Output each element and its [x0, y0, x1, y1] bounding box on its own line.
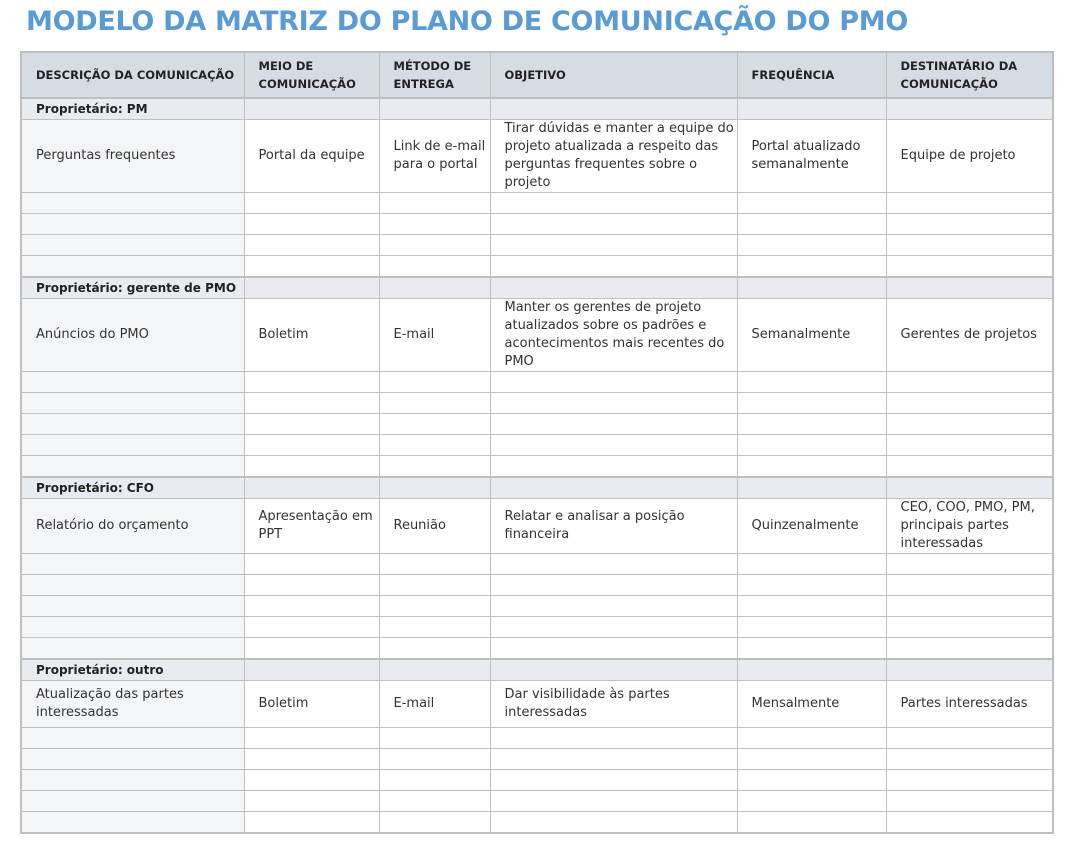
empty-cell[interactable]: [379, 414, 490, 435]
empty-row: [21, 256, 1053, 278]
empty-row: [21, 393, 1053, 414]
empty-cell[interactable]: [737, 393, 886, 414]
empty-cell[interactable]: [886, 728, 1053, 749]
empty-cell[interactable]: [490, 638, 737, 660]
empty-cell[interactable]: [490, 414, 737, 435]
column-header-descricao: DESCRIÇÃO DA COMUNICAÇÃO: [21, 52, 244, 98]
empty-cell[interactable]: [737, 554, 886, 575]
section-header-cell: [490, 98, 737, 120]
cell-descricao[interactable]: Atualização das partes interessadas: [21, 681, 244, 728]
section-header-cell: [886, 477, 1053, 499]
empty-cell[interactable]: [244, 617, 379, 638]
section-header-row: [21, 98, 1053, 120]
cell-metodo[interactable]: E-mail: [379, 681, 490, 728]
empty-cell[interactable]: [490, 770, 737, 791]
empty-cell[interactable]: [886, 372, 1053, 393]
empty-cell[interactable]: [737, 214, 886, 235]
empty-cell[interactable]: [490, 791, 737, 812]
section-header-cell: [379, 477, 490, 499]
cell-destinatario[interactable]: CEO, COO, PMO, PM, principais partes interessadas: [886, 499, 1053, 554]
cell-meio[interactable]: Portal da equipe: [244, 120, 379, 193]
empty-cell[interactable]: [379, 791, 490, 812]
cell-meio[interactable]: Boletim: [244, 299, 379, 372]
empty-cell[interactable]: [886, 214, 1053, 235]
cell-objetivo[interactable]: Manter os gerentes de projeto atualizados sobre os padrões e acontecimentos mais recentes do PMO: [490, 299, 737, 372]
empty-cell[interactable]: [490, 435, 737, 456]
empty-cell[interactable]: [886, 435, 1053, 456]
empty-row: [21, 235, 1053, 256]
column-header-objetivo: OBJETIVO: [490, 52, 737, 98]
empty-cell[interactable]: [21, 791, 244, 812]
empty-cell[interactable]: [737, 638, 886, 660]
section-header-cell: [379, 659, 490, 681]
empty-cell[interactable]: [244, 256, 379, 278]
empty-cell[interactable]: [21, 414, 244, 435]
section-owner-label: Proprietário: CFO: [21, 477, 244, 499]
empty-cell[interactable]: [244, 575, 379, 596]
section-header-row: [21, 277, 1053, 299]
section-header-cell: [490, 277, 737, 299]
empty-cell[interactable]: [379, 393, 490, 414]
empty-cell[interactable]: [737, 812, 886, 834]
column-header-metodo: MÉTODO DE ENTREGA: [379, 52, 490, 98]
section-header-cell: [737, 98, 886, 120]
empty-cell[interactable]: [379, 638, 490, 660]
empty-row: [21, 575, 1053, 596]
empty-cell[interactable]: [886, 770, 1053, 791]
empty-cell[interactable]: [737, 575, 886, 596]
cell-frequencia[interactable]: Quinzenalmente: [737, 499, 886, 554]
empty-cell[interactable]: [21, 638, 244, 660]
empty-cell[interactable]: [737, 193, 886, 214]
empty-row: [21, 749, 1053, 770]
empty-cell[interactable]: [379, 372, 490, 393]
empty-cell[interactable]: [379, 256, 490, 278]
section-owner-label: Proprietário: gerente de PMO: [21, 277, 244, 299]
table-row: [21, 120, 1053, 193]
empty-cell[interactable]: [490, 617, 737, 638]
empty-cell[interactable]: [379, 617, 490, 638]
empty-cell[interactable]: [244, 812, 379, 834]
empty-cell[interactable]: [737, 435, 886, 456]
empty-cell[interactable]: [737, 791, 886, 812]
section-header-cell: [886, 659, 1053, 681]
empty-cell[interactable]: [244, 596, 379, 617]
empty-row: [21, 638, 1053, 660]
cell-destinatario[interactable]: Partes interessadas: [886, 681, 1053, 728]
section-header-cell: [244, 659, 379, 681]
empty-cell[interactable]: [244, 749, 379, 770]
empty-cell[interactable]: [886, 393, 1053, 414]
empty-row: [21, 812, 1053, 834]
empty-cell[interactable]: [21, 393, 244, 414]
cell-metodo[interactable]: Link de e-mail para o portal: [379, 120, 490, 193]
section-header-row: [21, 477, 1053, 499]
empty-cell[interactable]: [21, 214, 244, 235]
empty-cell[interactable]: [21, 728, 244, 749]
table-row: [21, 681, 1053, 728]
empty-cell[interactable]: [379, 596, 490, 617]
empty-cell[interactable]: [490, 235, 737, 256]
empty-row: [21, 435, 1053, 456]
empty-row: [21, 728, 1053, 749]
column-header-destinatario: DESTINATÁRIO DA COMUNICAÇÃO: [886, 52, 1053, 98]
section-header-row: [21, 659, 1053, 681]
empty-cell[interactable]: [737, 414, 886, 435]
empty-cell[interactable]: [244, 193, 379, 214]
empty-cell[interactable]: [244, 214, 379, 235]
empty-cell[interactable]: [886, 617, 1053, 638]
section-owner-label: Proprietário: PM: [21, 98, 244, 120]
empty-cell[interactable]: [886, 749, 1053, 770]
empty-cell[interactable]: [886, 596, 1053, 617]
empty-cell[interactable]: [244, 728, 379, 749]
cell-metodo[interactable]: Reunião: [379, 499, 490, 554]
empty-cell[interactable]: [490, 372, 737, 393]
cell-metodo[interactable]: E-mail: [379, 299, 490, 372]
section-header-cell: [490, 477, 737, 499]
empty-row: [21, 770, 1053, 791]
table-row: [21, 499, 1053, 554]
empty-cell[interactable]: [490, 456, 737, 478]
section-header-cell: [737, 659, 886, 681]
empty-cell[interactable]: [737, 256, 886, 278]
section-header-cell: [244, 98, 379, 120]
empty-cell[interactable]: [21, 435, 244, 456]
empty-cell[interactable]: [886, 791, 1053, 812]
empty-cell[interactable]: [379, 435, 490, 456]
empty-cell[interactable]: [886, 554, 1053, 575]
empty-cell[interactable]: [244, 770, 379, 791]
section-header-cell: [379, 277, 490, 299]
cell-frequencia[interactable]: Mensalmente: [737, 681, 886, 728]
cell-objetivo[interactable]: Tirar dúvidas e manter a equipe do projeto atualizada a respeito das perguntas frequentes sobre o projeto: [490, 120, 737, 193]
column-header-frequencia: FREQUÊNCIA: [737, 52, 886, 98]
cell-descricao[interactable]: Anúncios do PMO: [21, 299, 244, 372]
empty-cell[interactable]: [379, 235, 490, 256]
page-title: MODELO DA MATRIZ DO PLANO DE COMUNICAÇÃO DO PMO: [26, 6, 908, 37]
section-header-cell: [886, 98, 1053, 120]
empty-row: [21, 554, 1053, 575]
empty-row: [21, 414, 1053, 435]
cell-destinatario[interactable]: Equipe de projeto: [886, 120, 1053, 193]
empty-cell[interactable]: [21, 575, 244, 596]
empty-cell[interactable]: [737, 596, 886, 617]
empty-cell[interactable]: [490, 193, 737, 214]
empty-cell[interactable]: [379, 812, 490, 834]
empty-cell[interactable]: [490, 812, 737, 834]
column-header-meio: MEIO DE COMUNICAÇÃO: [244, 52, 379, 98]
empty-cell[interactable]: [21, 256, 244, 278]
empty-cell[interactable]: [244, 638, 379, 660]
cell-meio[interactable]: Apresentação em PPT: [244, 499, 379, 554]
empty-row: [21, 214, 1053, 235]
cell-objetivo[interactable]: Dar visibilidade às partes interessadas: [490, 681, 737, 728]
empty-cell[interactable]: [379, 749, 490, 770]
cell-frequencia[interactable]: Semanalmente: [737, 299, 886, 372]
section-header-cell: [244, 277, 379, 299]
empty-cell[interactable]: [244, 435, 379, 456]
empty-cell[interactable]: [21, 372, 244, 393]
empty-cell[interactable]: [490, 393, 737, 414]
empty-cell[interactable]: [737, 456, 886, 478]
empty-cell[interactable]: [244, 372, 379, 393]
empty-cell[interactable]: [21, 456, 244, 478]
empty-cell[interactable]: [886, 812, 1053, 834]
empty-cell[interactable]: [21, 554, 244, 575]
empty-cell[interactable]: [244, 393, 379, 414]
empty-cell[interactable]: [244, 554, 379, 575]
section-header-cell: [737, 277, 886, 299]
empty-cell[interactable]: [21, 235, 244, 256]
empty-cell[interactable]: [737, 235, 886, 256]
section-header-cell: [737, 477, 886, 499]
empty-cell[interactable]: [379, 456, 490, 478]
empty-row: [21, 193, 1053, 214]
empty-cell[interactable]: [21, 193, 244, 214]
table-row: [21, 299, 1053, 372]
section-header-cell: [379, 98, 490, 120]
section-header-cell: [886, 277, 1053, 299]
empty-cell[interactable]: [886, 456, 1053, 478]
section-header-cell: [490, 659, 737, 681]
empty-cell[interactable]: [886, 575, 1053, 596]
empty-cell[interactable]: [244, 456, 379, 478]
section-owner-label: Proprietário: outro: [21, 659, 244, 681]
header-row: [21, 52, 1053, 98]
cell-objetivo[interactable]: Relatar e analisar a posição financeira: [490, 499, 737, 554]
empty-cell[interactable]: [379, 554, 490, 575]
empty-cell[interactable]: [737, 770, 886, 791]
empty-row: [21, 791, 1053, 812]
cell-descricao[interactable]: Perguntas frequentes: [21, 120, 244, 193]
empty-cell[interactable]: [737, 372, 886, 393]
empty-row: [21, 617, 1053, 638]
empty-cell[interactable]: [379, 214, 490, 235]
empty-cell[interactable]: [490, 575, 737, 596]
communication-matrix-table: [20, 51, 1054, 834]
empty-cell[interactable]: [886, 414, 1053, 435]
empty-cell[interactable]: [21, 749, 244, 770]
section-header-cell: [244, 477, 379, 499]
empty-cell[interactable]: [379, 728, 490, 749]
empty-row: [21, 372, 1053, 393]
empty-cell[interactable]: [379, 575, 490, 596]
empty-cell[interactable]: [490, 749, 737, 770]
empty-cell[interactable]: [244, 235, 379, 256]
empty-cell[interactable]: [886, 235, 1053, 256]
empty-cell[interactable]: [21, 617, 244, 638]
empty-cell[interactable]: [244, 414, 379, 435]
empty-cell[interactable]: [379, 193, 490, 214]
empty-cell[interactable]: [21, 596, 244, 617]
empty-cell[interactable]: [737, 728, 886, 749]
empty-cell[interactable]: [886, 256, 1053, 278]
empty-cell[interactable]: [490, 256, 737, 278]
empty-cell[interactable]: [490, 596, 737, 617]
empty-row: [21, 456, 1053, 478]
empty-cell[interactable]: [737, 617, 886, 638]
empty-cell[interactable]: [886, 638, 1053, 660]
empty-cell[interactable]: [737, 749, 886, 770]
empty-cell[interactable]: [490, 554, 737, 575]
empty-cell[interactable]: [490, 728, 737, 749]
cell-frequencia[interactable]: Portal atualizado semanalmente: [737, 120, 886, 193]
cell-meio[interactable]: Boletim: [244, 681, 379, 728]
empty-row: [21, 596, 1053, 617]
empty-cell[interactable]: [490, 214, 737, 235]
empty-cell[interactable]: [886, 193, 1053, 214]
empty-cell[interactable]: [244, 791, 379, 812]
empty-cell[interactable]: [379, 770, 490, 791]
cell-destinatario[interactable]: Gerentes de projetos: [886, 299, 1053, 372]
empty-cell[interactable]: [21, 812, 244, 834]
cell-descricao[interactable]: Relatório do orçamento: [21, 499, 244, 554]
empty-cell[interactable]: [21, 770, 244, 791]
